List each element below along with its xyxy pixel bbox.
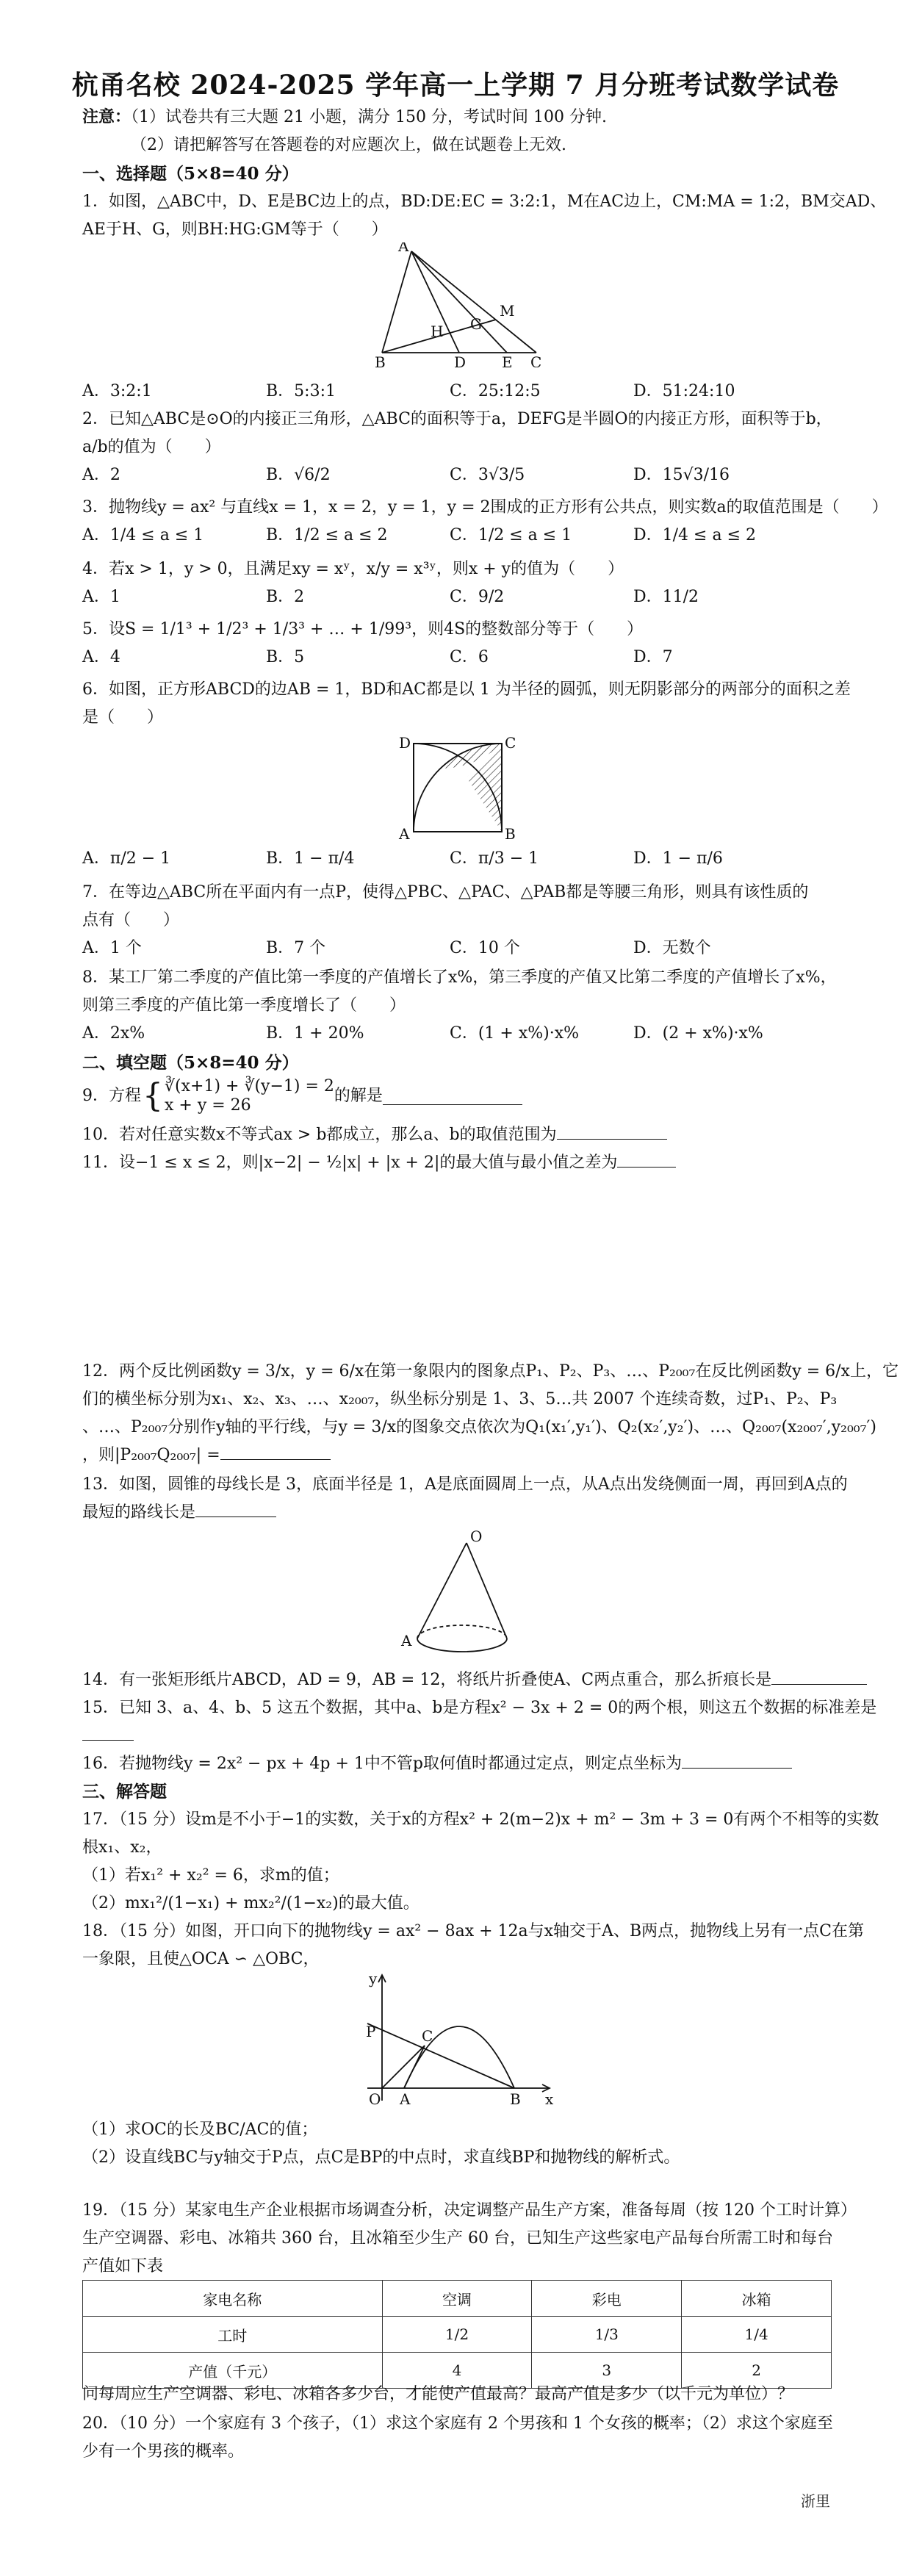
q18-label-p: P <box>366 2023 376 2040</box>
q12-line-3: 、…、P₂₀₀₇分别作y轴的平行线，与y = 3/x的图象交点依次为Q₁(x₁′,y₁′)、Q₂(x₂′,y₂′)、…、Q₂₀₀₇(x₂₀₀₇′,y₂₀₀₇′) <box>82 1418 876 1436</box>
q1-label-h: H <box>431 323 444 340</box>
q11-answer-blank[interactable] <box>617 1151 676 1168</box>
q1-label-m: M <box>500 302 515 320</box>
q7-line-1: 7．在等边△ABC所在平面内有一点P，使得△PBC、△PAC、△PAB都是等腰三角形，则具有该性质的 <box>82 883 809 902</box>
q17-line-2: 根x₁、x₂， <box>82 1838 162 1857</box>
table-cell: 3 <box>532 2353 682 2389</box>
table-row <box>83 2317 832 2353</box>
q1-option-b[interactable]: B．5:3:1 <box>266 382 336 400</box>
q3-option-d[interactable]: D．1/4 ≤ a ≤ 2 <box>633 526 756 544</box>
q12-line-1: 12．两个反比例函数y = 3/x，y = 6/x在第一象限内的图象点P₁、P₂、P₃、…、P₂₀₀₇在反比例函数y = 6/x上，它 <box>82 1362 899 1381</box>
q2-option-c[interactable]: C．3√3/5 <box>450 466 525 484</box>
q18-label-c: C <box>422 2027 433 2045</box>
q1-label-b: B <box>375 353 386 367</box>
q7-option-d[interactable]: D．无数个 <box>633 939 711 957</box>
page-footer: 浙里 <box>801 2492 830 2510</box>
q4-line-1: 4．若x > 1，y > 0，且满足xy = xʸ，x/y = x³ʸ，则x + y的值为（ ） <box>82 560 624 578</box>
q8-option-a[interactable]: A．2x% <box>82 1024 145 1043</box>
q6-option-a[interactable]: A．π/2 − 1 <box>82 849 171 868</box>
q8-option-c[interactable]: C．(1 + x%)·x% <box>450 1024 580 1043</box>
question-16 <box>82 1750 832 1778</box>
question-8 <box>82 964 837 1048</box>
q15-answer-blank[interactable] <box>82 1724 134 1741</box>
notice-label: 注意： <box>82 107 132 126</box>
notice-line-1: （1）试卷共有三大题 21 小题，满分 150 分，考试时间 100 分钟. <box>131 108 607 126</box>
q1-triangle-figure <box>367 242 558 370</box>
q2-option-d[interactable]: D．15√3/16 <box>633 466 730 484</box>
q12-line-4: ，则|P₂₀₀₇Q₂₀₀₇| = <box>82 1446 220 1464</box>
q19-question-tail <box>82 2381 832 2408</box>
q6-square-figure <box>393 733 525 846</box>
table-header-cell: 家电名称 <box>83 2281 383 2317</box>
question-13 <box>82 1471 848 1527</box>
q18-line-2: 一象限，且使△OCA ∽ △OBC， <box>82 1950 320 1968</box>
q2-option-b[interactable]: B．√6/2 <box>266 466 331 484</box>
q3-line-1: 3．抛物线y = ax² 与直线x = 1，x = 2，y = 1，y = 2围成的正方形有公共点，则实数a的取值范围是（ ） <box>82 498 888 517</box>
q20-line-1: 20．（10 分）一个家庭有 3 个孩子，（1）求这个家庭有 2 个男孩和 1 个女孩的概率；（2）求这个家庭至 <box>82 2414 833 2433</box>
q9-answer-blank[interactable] <box>383 1088 522 1105</box>
q1-label-e: E <box>502 353 513 367</box>
q2-option-a[interactable]: A．2 <box>82 466 120 484</box>
q13-answer-blank[interactable] <box>195 1500 276 1517</box>
q10-answer-blank[interactable] <box>557 1123 667 1140</box>
q18-parts <box>82 2116 832 2172</box>
q6-label-d: D <box>399 734 411 752</box>
q9-equation-2: x + y = 26 <box>165 1096 251 1115</box>
question-2 <box>82 406 832 489</box>
question-6 <box>82 676 851 732</box>
q3-option-c[interactable]: C．1/2 ≤ a ≤ 1 <box>450 526 572 544</box>
q18-label-x: x <box>545 2090 554 2108</box>
q7-option-c[interactable]: C．10 个 <box>450 939 520 957</box>
q6-option-b[interactable]: B．1 − π/4 <box>266 849 355 868</box>
q9-equation-1: ∛(x+1) + ∛(y−1) = 2 <box>165 1077 334 1095</box>
q13-line-1: 13．如图，圆锥的母线长是 3，底面半径是 1，A是底面圆周上一点，从A点出发绕侧面一周，再回到A点的 <box>82 1475 848 1494</box>
q13-cone-figure <box>397 1528 522 1678</box>
q17-line-1: 17．（15 分）设m是不小于−1的实数，关于x的方程x² + 2(m−2)x + m² − 3m + 3 = 0有两个不相等的实数 <box>82 1810 879 1829</box>
q6-label-b: B <box>505 825 516 843</box>
q5-option-a[interactable]: A．4 <box>82 648 120 666</box>
question-15 <box>82 1694 877 1750</box>
q10-text: 10．若对任意实数x不等式ax > b都成立，那么a、b的取值范围为 <box>82 1126 557 1144</box>
q1-option-a[interactable]: A．3:2:1 <box>82 382 152 400</box>
q6-label-c: C <box>505 734 516 752</box>
q7-option-a[interactable]: A．1 个 <box>82 939 142 957</box>
table-header-cell: 冰箱 <box>682 2281 832 2317</box>
q12-line-2: 们的横坐标分别为x₁、x₂、x₃、…、x₂₀₀₇，纵坐标分别是 1、3、5…共 2007 个连续奇数，过P₁、P₂、P₃ <box>82 1390 838 1408</box>
q12-answer-blank[interactable] <box>220 1443 331 1460</box>
q11-text: 11．设−1 ≤ x ≤ 2，则|x−2| − ½|x| + |x + 2|的最大值与最小值之差为 <box>82 1154 618 1172</box>
table-cell: 2 <box>682 2353 832 2389</box>
q19-line-2: 生产空调器、彩电、冰箱共 360 台，且冰箱至少生产 60 台，已知生产这些家电产品每台所需工时和每台 <box>82 2229 833 2248</box>
q6-line-2: 是（ ） <box>82 708 164 727</box>
q13-label-o: O <box>470 1528 483 1545</box>
q20-line-2: 少有一个男孩的概率。 <box>82 2442 245 2461</box>
table-row <box>83 2281 832 2317</box>
q8-line-2: 则第三季度的产值比第一季度增长了（ ） <box>82 996 406 1015</box>
q5-option-b[interactable]: B．5 <box>266 648 305 666</box>
question-14 <box>82 1666 832 1694</box>
q1-line-2: AE于H、G，则BH:HG:GM等于（ ） <box>82 220 388 239</box>
table-cell: 1/2 <box>382 2317 532 2353</box>
table-row-label: 产值（千元） <box>83 2353 383 2389</box>
q5-line-1: 5．设S = 1/1³ + 1/2³ + 1/3³ + … + 1/99³，则4S的整数部分等于（ ） <box>82 620 644 638</box>
q6-option-d[interactable]: D．1 − π/6 <box>633 849 723 868</box>
q19-line-3: 产值如下表 <box>82 2257 164 2275</box>
q18-label-y: y <box>369 1972 378 1987</box>
q19-tail: 问每周应生产空调器、彩电、冰箱各多少台，才能使产值最高？最高产值是多少（以千元为单位）？ <box>82 2385 794 2403</box>
table-cell: 1/4 <box>682 2317 832 2353</box>
q7-line-2: 点有（ ） <box>82 911 180 929</box>
q1-option-d[interactable]: D．51:24:10 <box>633 382 735 400</box>
q18-line-1: 18．（15 分）如图，开口向下的抛物线y = ax² − 8ax + 12a与x轴交于A、B两点，抛物线上另有一点C在第 <box>82 1922 864 1940</box>
question-11 <box>82 1149 832 1177</box>
q14-text: 14．有一张矩形纸片ABCD，AD = 9，AB = 12，将纸片折叠使A、C两点重合，那么折痕长是 <box>82 1671 772 1689</box>
q9-prefix: 9．方程 <box>82 1087 141 1105</box>
q1-label-g: G <box>470 315 482 333</box>
table-row-label: 工时 <box>83 2317 383 2353</box>
question-19 <box>82 2197 857 2281</box>
q9-suffix: 的解是 <box>334 1087 383 1105</box>
q6-options <box>82 845 832 873</box>
q1-option-c[interactable]: C．25:12:5 <box>450 382 541 400</box>
q16-answer-blank[interactable] <box>682 1752 792 1769</box>
q1-label-c: C <box>530 353 542 367</box>
q18-part-2: （2）设直线BC与y轴交于P点，点C是BP的中点时，求直线BP和抛物线的解析式。 <box>82 2148 680 2167</box>
q18-part-1: （1）求OC的长及BC/AC的值； <box>82 2120 318 2139</box>
question-18 <box>82 1918 864 1974</box>
table-cell: 1/3 <box>532 2317 682 2353</box>
q4-option-c[interactable]: C．9/2 <box>450 588 505 606</box>
question-1 <box>82 188 887 244</box>
section-2-heading: 二、填空题（5×8=40 分） <box>82 1053 299 1073</box>
q1-line-1: 1．如图，△ABC中，D、E是BC边上的点，BD:DE:EC = 3:2:1，M在AC边上，CM:MA = 1:2，BM交AD、 <box>82 193 887 211</box>
table-cell: 4 <box>382 2353 532 2389</box>
section-3-heading: 三、解答题 <box>82 1782 167 1802</box>
q18-label-a: A <box>400 2090 411 2108</box>
q4-option-a[interactable]: A．1 <box>82 588 120 606</box>
q14-answer-blank[interactable] <box>771 1668 867 1685</box>
q17-part-1: （1）若x₁² + x₂² = 6，求m的值； <box>82 1866 339 1885</box>
table-header-cell: 空调 <box>382 2281 532 2317</box>
section-1-heading: 一、选择题（5×8=40 分） <box>82 164 299 184</box>
q5-option-c[interactable]: C．6 <box>450 648 489 666</box>
q4-option-b[interactable]: B．2 <box>266 588 305 606</box>
q3-option-b[interactable]: B．1/2 ≤ a ≤ 2 <box>266 526 388 544</box>
question-5 <box>82 616 832 672</box>
question-10 <box>82 1121 832 1149</box>
q19-data-table <box>82 2280 832 2389</box>
q13-label-a: A <box>401 1632 412 1649</box>
q18-label-b: B <box>510 2090 521 2108</box>
q17-part-2: （2）mx₁²/(1−x₁) + mx₂²/(1−x₂)的最大值。 <box>82 1894 420 1913</box>
q9-brace: { <box>143 1077 163 1115</box>
q13-line-2: 最短的路线长是 <box>82 1503 196 1522</box>
q3-option-a[interactable]: A．1/4 ≤ a ≤ 1 <box>82 526 204 544</box>
q6-label-a: A <box>399 825 410 843</box>
q18-parabola-figure <box>360 1972 558 2115</box>
q8-line-1: 8．某工厂第二季度的产值比第一季度的产值增长了x%，第三季度的产值又比第二季度的产值增长了x%， <box>82 968 837 987</box>
question-9 <box>82 1077 832 1115</box>
notice <box>82 103 832 159</box>
q6-option-c[interactable]: C．π/3 − 1 <box>450 849 539 868</box>
question-12 <box>82 1358 899 1469</box>
q19-line-1: 19．（15 分）某家电生产企业根据市场调查分析，决定调整产品生产方案，准备每周（按 120 个工时计算） <box>82 2201 857 2220</box>
q1-label-a: A <box>398 242 409 255</box>
question-20 <box>82 2410 832 2466</box>
q16-text: 16．若抛物线y = 2x² − px + 4p + 1中不管p取何值时都通过定点，则定点坐标为 <box>82 1755 682 1773</box>
exam-title: 杭甬名校 2024-2025 学年高一上学期 7 月分班考试数学试卷 <box>71 70 840 101</box>
q1-options <box>82 378 832 406</box>
q2-line-2: a/b的值为（ ） <box>82 438 221 456</box>
q1-label-d: D <box>454 353 467 367</box>
question-17 <box>82 1806 879 1918</box>
q6-line-1: 6．如图，正方形ABCD的边AB = 1，BD和AC都是以 1 为半径的圆弧，则无阴影部分的两部分的面积之差 <box>82 680 851 699</box>
q7-option-b[interactable]: B．7 个 <box>266 939 326 957</box>
question-7 <box>82 879 832 963</box>
q4-option-d[interactable]: D．11/2 <box>633 588 699 606</box>
q2-line-1: 2．已知△ABC是⊙O的内接正三角形，△ABC的面积等于a，DEFG是半圆O的内接正方形，面积等于b， <box>82 410 832 428</box>
q5-option-d[interactable]: D．7 <box>633 648 673 666</box>
question-3 <box>82 494 888 550</box>
table-header-cell: 彩电 <box>532 2281 682 2317</box>
question-4 <box>82 555 832 611</box>
notice-line-2: （2）请把解答写在答题卷的对应题次上，做在试题卷上无效. <box>131 136 566 154</box>
q8-option-d[interactable]: D．(2 + x%)·x% <box>633 1024 763 1043</box>
q15-line-1: 15．已知 3、a、4、b、5 这五个数据，其中a、b是方程x² − 3x + 2 = 0的两个根，则这五个数据的标准差是 <box>82 1699 877 1717</box>
q18-label-o: O <box>369 2090 381 2108</box>
q8-option-b[interactable]: B．1 + 20% <box>266 1024 364 1043</box>
